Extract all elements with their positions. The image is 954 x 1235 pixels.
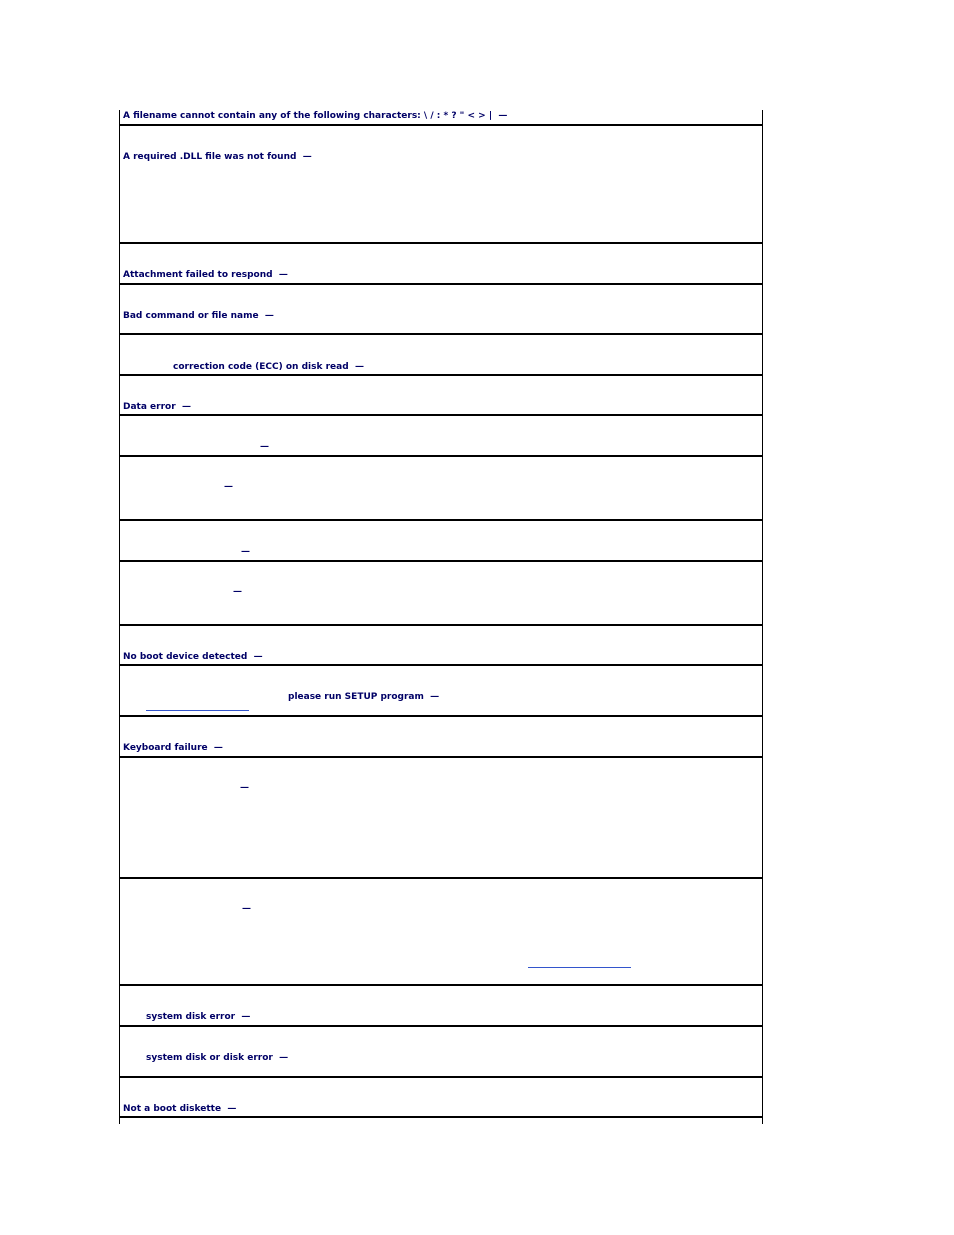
- dash-separator: —: [278, 270, 288, 280]
- error-message: [146, 1053, 288, 1064]
- error-message-table: [119, 110, 763, 1124]
- table-row: [120, 879, 762, 986]
- error-message-text: A required .DLL file was not found: [123, 152, 297, 162]
- error-message-text: A filename cannot contain any of the following characters: \ / : * ? " < > |: [123, 111, 493, 121]
- table-row: [120, 626, 762, 666]
- table-row: [120, 416, 762, 457]
- dash-separator: —: [241, 547, 250, 557]
- table-row: [120, 110, 762, 126]
- table-row: [120, 457, 762, 521]
- dash-separator: —: [498, 111, 508, 121]
- error-message-text: Data error: [123, 402, 176, 412]
- error-message: [123, 111, 507, 122]
- dash-separator: —: [260, 442, 269, 452]
- error-message: [123, 270, 288, 281]
- dash-separator: —: [224, 482, 233, 492]
- dash-separator: —: [240, 783, 249, 793]
- dash-separator: —: [227, 1104, 237, 1114]
- table-row: [120, 376, 762, 416]
- table-row: [120, 335, 762, 376]
- error-message: [146, 1012, 250, 1023]
- table-row: [120, 986, 762, 1027]
- table-row: [120, 717, 762, 758]
- dash-separator: —: [430, 692, 440, 702]
- dash-separator: —: [354, 362, 364, 372]
- error-message-text: correction code (ECC) on disk read: [173, 362, 349, 372]
- error-message-text: please run SETUP program: [288, 692, 424, 702]
- dash-separator: —: [242, 904, 251, 914]
- error-message: [123, 311, 274, 322]
- dash-separator: —: [241, 1012, 251, 1022]
- error-message-text: Bad command or file name: [123, 311, 259, 321]
- table-row: [120, 758, 762, 879]
- error-message: [123, 402, 191, 413]
- error-message-text: Not a boot diskette: [123, 1104, 222, 1114]
- table-row: [120, 521, 762, 562]
- dash-separator: —: [253, 652, 263, 662]
- dash-separator: —: [302, 152, 312, 162]
- dash-separator: —: [279, 1053, 289, 1063]
- error-message: [173, 362, 364, 373]
- dash-separator: —: [213, 743, 223, 753]
- error-message: [123, 152, 312, 163]
- error-message-text: system disk error: [146, 1012, 236, 1022]
- link-underline[interactable]: [528, 967, 631, 968]
- link-underline[interactable]: [146, 710, 249, 711]
- table-row: [120, 244, 762, 285]
- dash-separator: —: [233, 587, 242, 597]
- dash-separator: —: [264, 311, 274, 321]
- table-row: [120, 1118, 762, 1124]
- error-message: [123, 743, 223, 754]
- error-message-text: system disk or disk error: [146, 1053, 273, 1063]
- table-row: [120, 1078, 762, 1118]
- error-message: [123, 1104, 236, 1115]
- error-message: [123, 652, 263, 663]
- table-row: [120, 1027, 762, 1078]
- table-row: [120, 285, 762, 335]
- table-row: [120, 562, 762, 626]
- error-message-text: Attachment failed to respond: [123, 270, 273, 280]
- dash-separator: —: [181, 402, 191, 412]
- error-message: [288, 692, 439, 703]
- table-row: [120, 666, 762, 717]
- error-message-text: Keyboard failure: [123, 743, 208, 753]
- table-row: [120, 126, 762, 244]
- error-message-text: No boot device detected: [123, 652, 248, 662]
